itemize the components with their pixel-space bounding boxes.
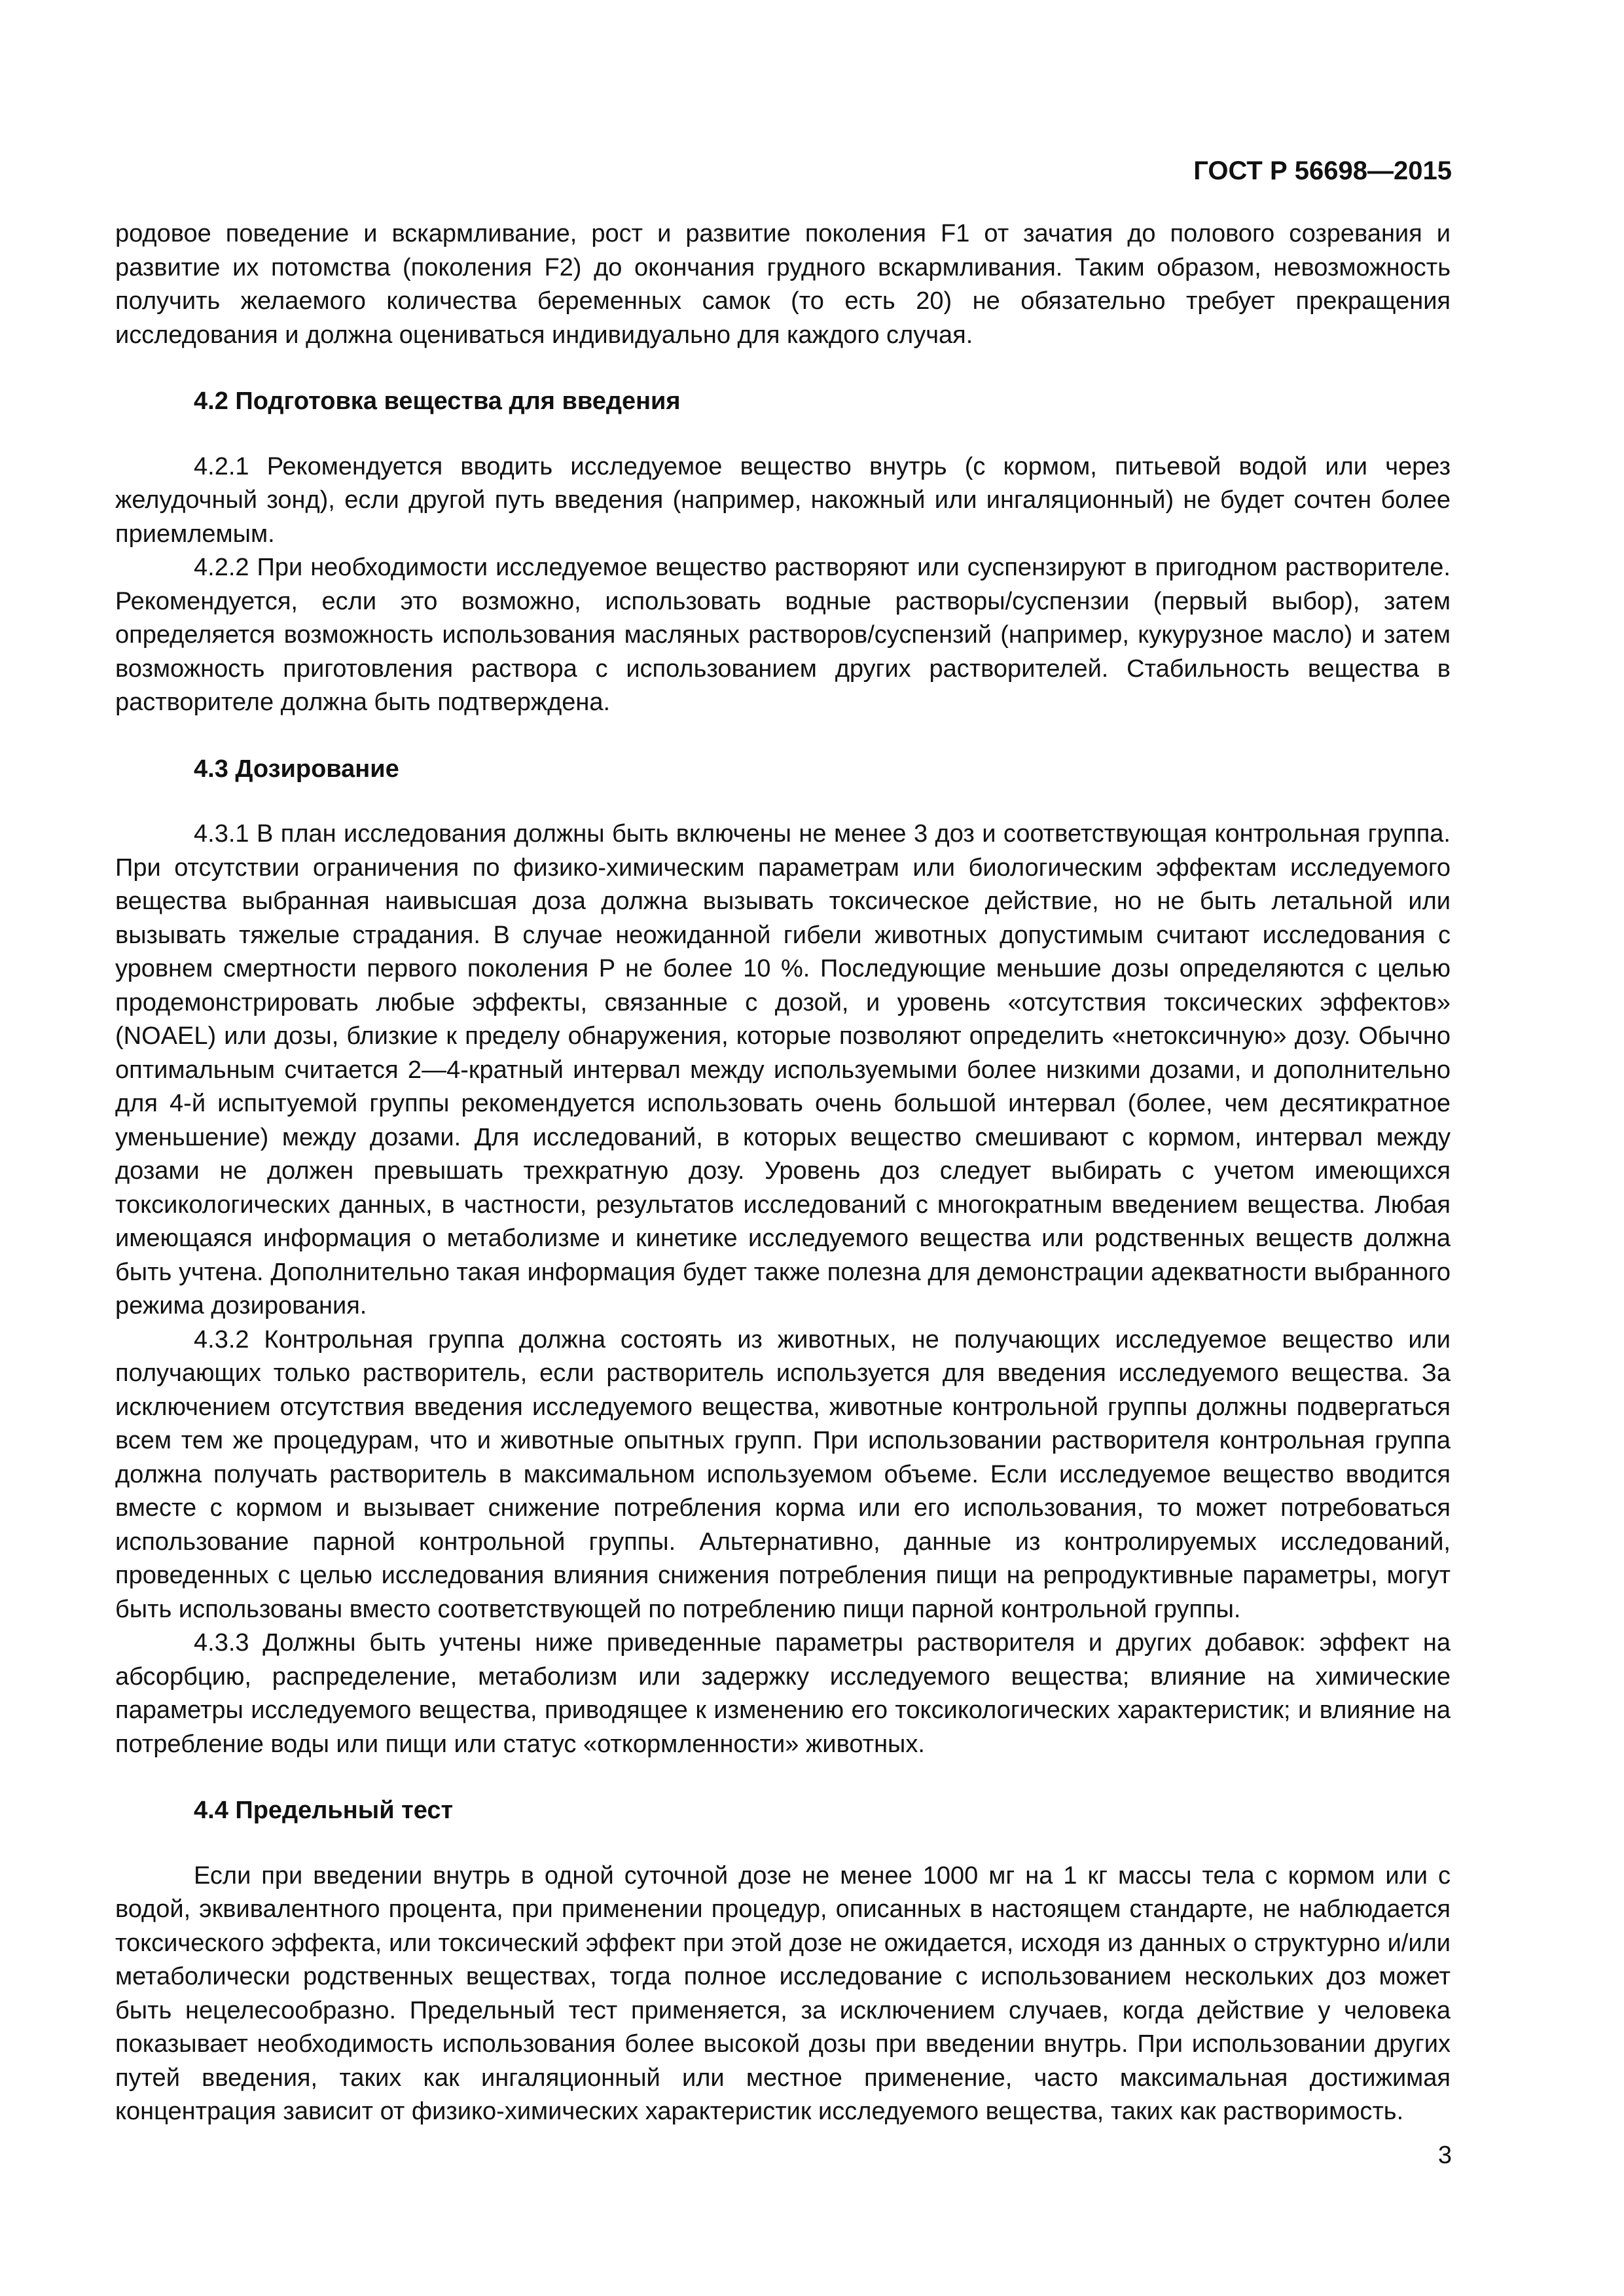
page-number: 3 — [1437, 2142, 1452, 2169]
paragraph-4-3-1: 4.3.1 В план исследования должны быть включены не менее 3 доз и соответствующая контрольная группа. При отсутствии ограничения по физико-химическим параметрам или биологическим эффектам исследуемого вещества выбранная наивысшая доза должна вызывать токсическое действие, но не быть летальной или вызывать тяжелые страдания. В случае неожиданной гибели животных допустимым считают исследования с уровнем смертности первого поколения P не более 10 %. Последующие меньшие дозы определяются с целью продемонстрировать любые эффекты, связанные с дозой, и уровень «отсутствия токсических эффектов» (NOAEL) или дозы, близкие к пределу обнаружения, которые позволяют определить «нетоксичную» дозу. Обычно оптимальным считается 2—4-кратный интервал между используемыми более низкими дозами, и дополнительно для 4-й испытуемой группы рекомендуется использовать очень большой интервал (более, чем десятикратное уменьшение) между дозами. Для исследований, в которых вещество смешивают с кормом, интервал между дозами не должен превышать трехкратную дозу. Уровень доз следует выбирать с учетом имеющихся токсикологических данных, в частности, результатов исследований с многократным введением вещества. Любая имеющаяся информация о метаболизме и кинетике исследуемого вещества или родственных веществ должна быть учтена. Дополнительно такая информация будет также полезна для демонстрации адекватности выбранного режима дозирования. — [115, 820, 1451, 1319]
paragraph-4-2-2: 4.2.2 При необходимости исследуемое вещество растворяют или суспензируют в пригодном растворителе. Рекомендуется, если это возможно, использовать водные растворы/суспензии (первый выбор), затем определяется возможность использования масляных растворов/суспензий (например, кукурузное масло) и затем возможность приготовления раствора с использованием других растворителей. Стабильность вещества в растворителе должна быть подтверждена. — [115, 554, 1451, 716]
section-heading-4-2: 4.2 Подготовка вещества для введения — [194, 387, 681, 415]
paragraph-4-3-3: 4.3.3 Должны быть учтены ниже приведенные параметры растворителя и других добавок: эффект на абсорбцию, распределение, метаболизм или задержку исследуемого вещества; влияние на химические параметры исследуемого вещества, приводящее к изменению его токсикологических характеристик; и влияние на потребление воды или пищи или статус «откормленности» животных. — [115, 1629, 1451, 1758]
paragraph-4-2-1: 4.2.1 Рекомендуется вводить исследуемое вещество внутрь (с кормом, питьевой водой или через желудочный зонд), если другой путь введения (например, накожный или ингаляционный) не будет сочтен более приемлемым. — [115, 452, 1451, 548]
paragraph-continuation: родовое поведение и вскармливание, рост и развитие поколения F1 от зачатия до полового созревания и развитие их потомства (поколения F2) до окончания грудного вскармливания. Таким образом, невозможность получить желаемого количества беременных самок (то есть 20) не обязательно требует прекращения исследования и должна оцениваться индивидуально для каждого случая. — [115, 220, 1451, 349]
section-heading-4-4: 4.4 Предельный тест — [194, 1797, 454, 1824]
document-body — [115, 217, 1451, 2129]
document-number-header: ГОСТ Р 56698—2015 — [1193, 156, 1452, 185]
section-heading-4-3: 4.3 Дозирование — [194, 755, 399, 783]
paragraph-4-4: Если при введении внутрь в одной суточной дозе не менее 1000 мг на 1 кг массы тела с кормом или с водой, эквивалентного процента, при применении процедур, описанных в настоящем стандарте, не наблюдается токсического эффекта, или токсический эффект при этой дозе не ожидается, исходя из данных о структурно и/или метаболически родственных веществах, тогда полное исследование с использованием нескольких доз может быть нецелесообразно. Предельный тест применяется, за исключением случаев, когда действие у человека показывает необходимость использования более высокой дозы при введении внутрь. При использовании других путей введения, таких как ингаляционный или местное применение, часто максимальная достижимая концентрация зависит от физико-химических характеристик исследуемого вещества, таких как растворимость. — [115, 1861, 1451, 2125]
paragraph-4-3-2: 4.3.2 Контрольная группа должна состоять из животных, не получающих исследуемое вещество или получающих только растворитель, если растворитель используется для введения исследуемого вещества. За исключением отсутствия введения исследуемого вещества, животные контрольной группы должны подвергаться всем тем же процедурам, что и животные опытных групп. При использовании растворителя контрольная группа должна получать растворитель в максимальном используемом объеме. Если исследуемое вещество вводится вместе с кормом и вызывает снижение потребления корма или его использования, то может потребоваться использование парной контрольной группы. Альтернативно, данные из контролируемых исследований, проведенных с целью исследования влияния снижения потребления пищи на репродуктивные параметры, могут быть использованы вместо соответствующей по потреблению пищи парной контрольной группы. — [115, 1325, 1451, 1623]
